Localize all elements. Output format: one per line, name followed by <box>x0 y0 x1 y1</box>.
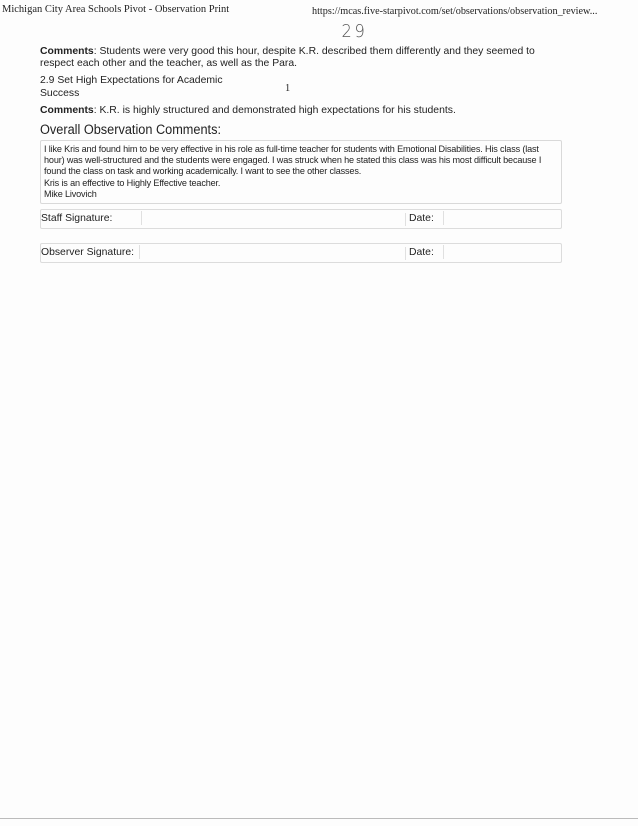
observer-date-field[interactable] <box>443 245 560 259</box>
comment-label: Comments <box>40 46 94 57</box>
observation-content <box>40 46 562 263</box>
overall-comments-box <box>40 140 562 204</box>
handwritten-page-number: 29 <box>341 21 368 42</box>
comment-block-2 <box>40 105 562 117</box>
staff-date-field[interactable] <box>443 211 560 225</box>
observer-date-label: Date: <box>405 247 434 260</box>
observer-name: Mike Livovich <box>44 188 97 199</box>
comment-label: Comments <box>40 105 94 117</box>
standard-row <box>40 75 562 100</box>
standard-score: 1 <box>285 83 291 95</box>
observer-signature-field[interactable] <box>139 245 404 259</box>
print-header-title: Michigan City Area Schools Pivot - Observation Print <box>2 4 230 15</box>
scan-bottom-edge <box>0 818 638 819</box>
overall-comments-title: Overall Observation Comments: <box>40 121 221 137</box>
standard-label: 2.9 Set High Expectations for Academic Success <box>40 75 223 99</box>
overall-comment-rating: Kris is an effective to Highly Effective teacher. <box>44 177 221 188</box>
staff-date-label: Date: <box>405 213 434 226</box>
staff-signature-row <box>40 209 562 229</box>
staff-signature-label: Staff Signature: <box>41 213 113 225</box>
observer-signature-label: Observer Signature: <box>41 247 134 259</box>
comment-block-1 <box>40 46 562 70</box>
comment-text: : Students were very good this hour, despite K.R. described them differently and they seemed to respect each other and the teacher, as well as the Para. <box>40 46 535 70</box>
print-header-url: https://mcas.five-starpivot.com/set/observations/observation_review... <box>312 6 598 17</box>
overall-comment-paragraph: I like Kris and found him to be very effective in his role as full-time teacher for students with Emotional Disabilities. His class (last hour) was well-structured and the students were engaged. I was struck when he stated this class was his most difficult because I found the class on task and working academically. I want to see the other classes. <box>44 143 544 177</box>
comment-text: : K.R. is highly structured and demonstrated high expectations for his students. <box>93 105 456 117</box>
observer-signature-row <box>40 243 562 263</box>
staff-signature-field[interactable] <box>141 211 404 225</box>
